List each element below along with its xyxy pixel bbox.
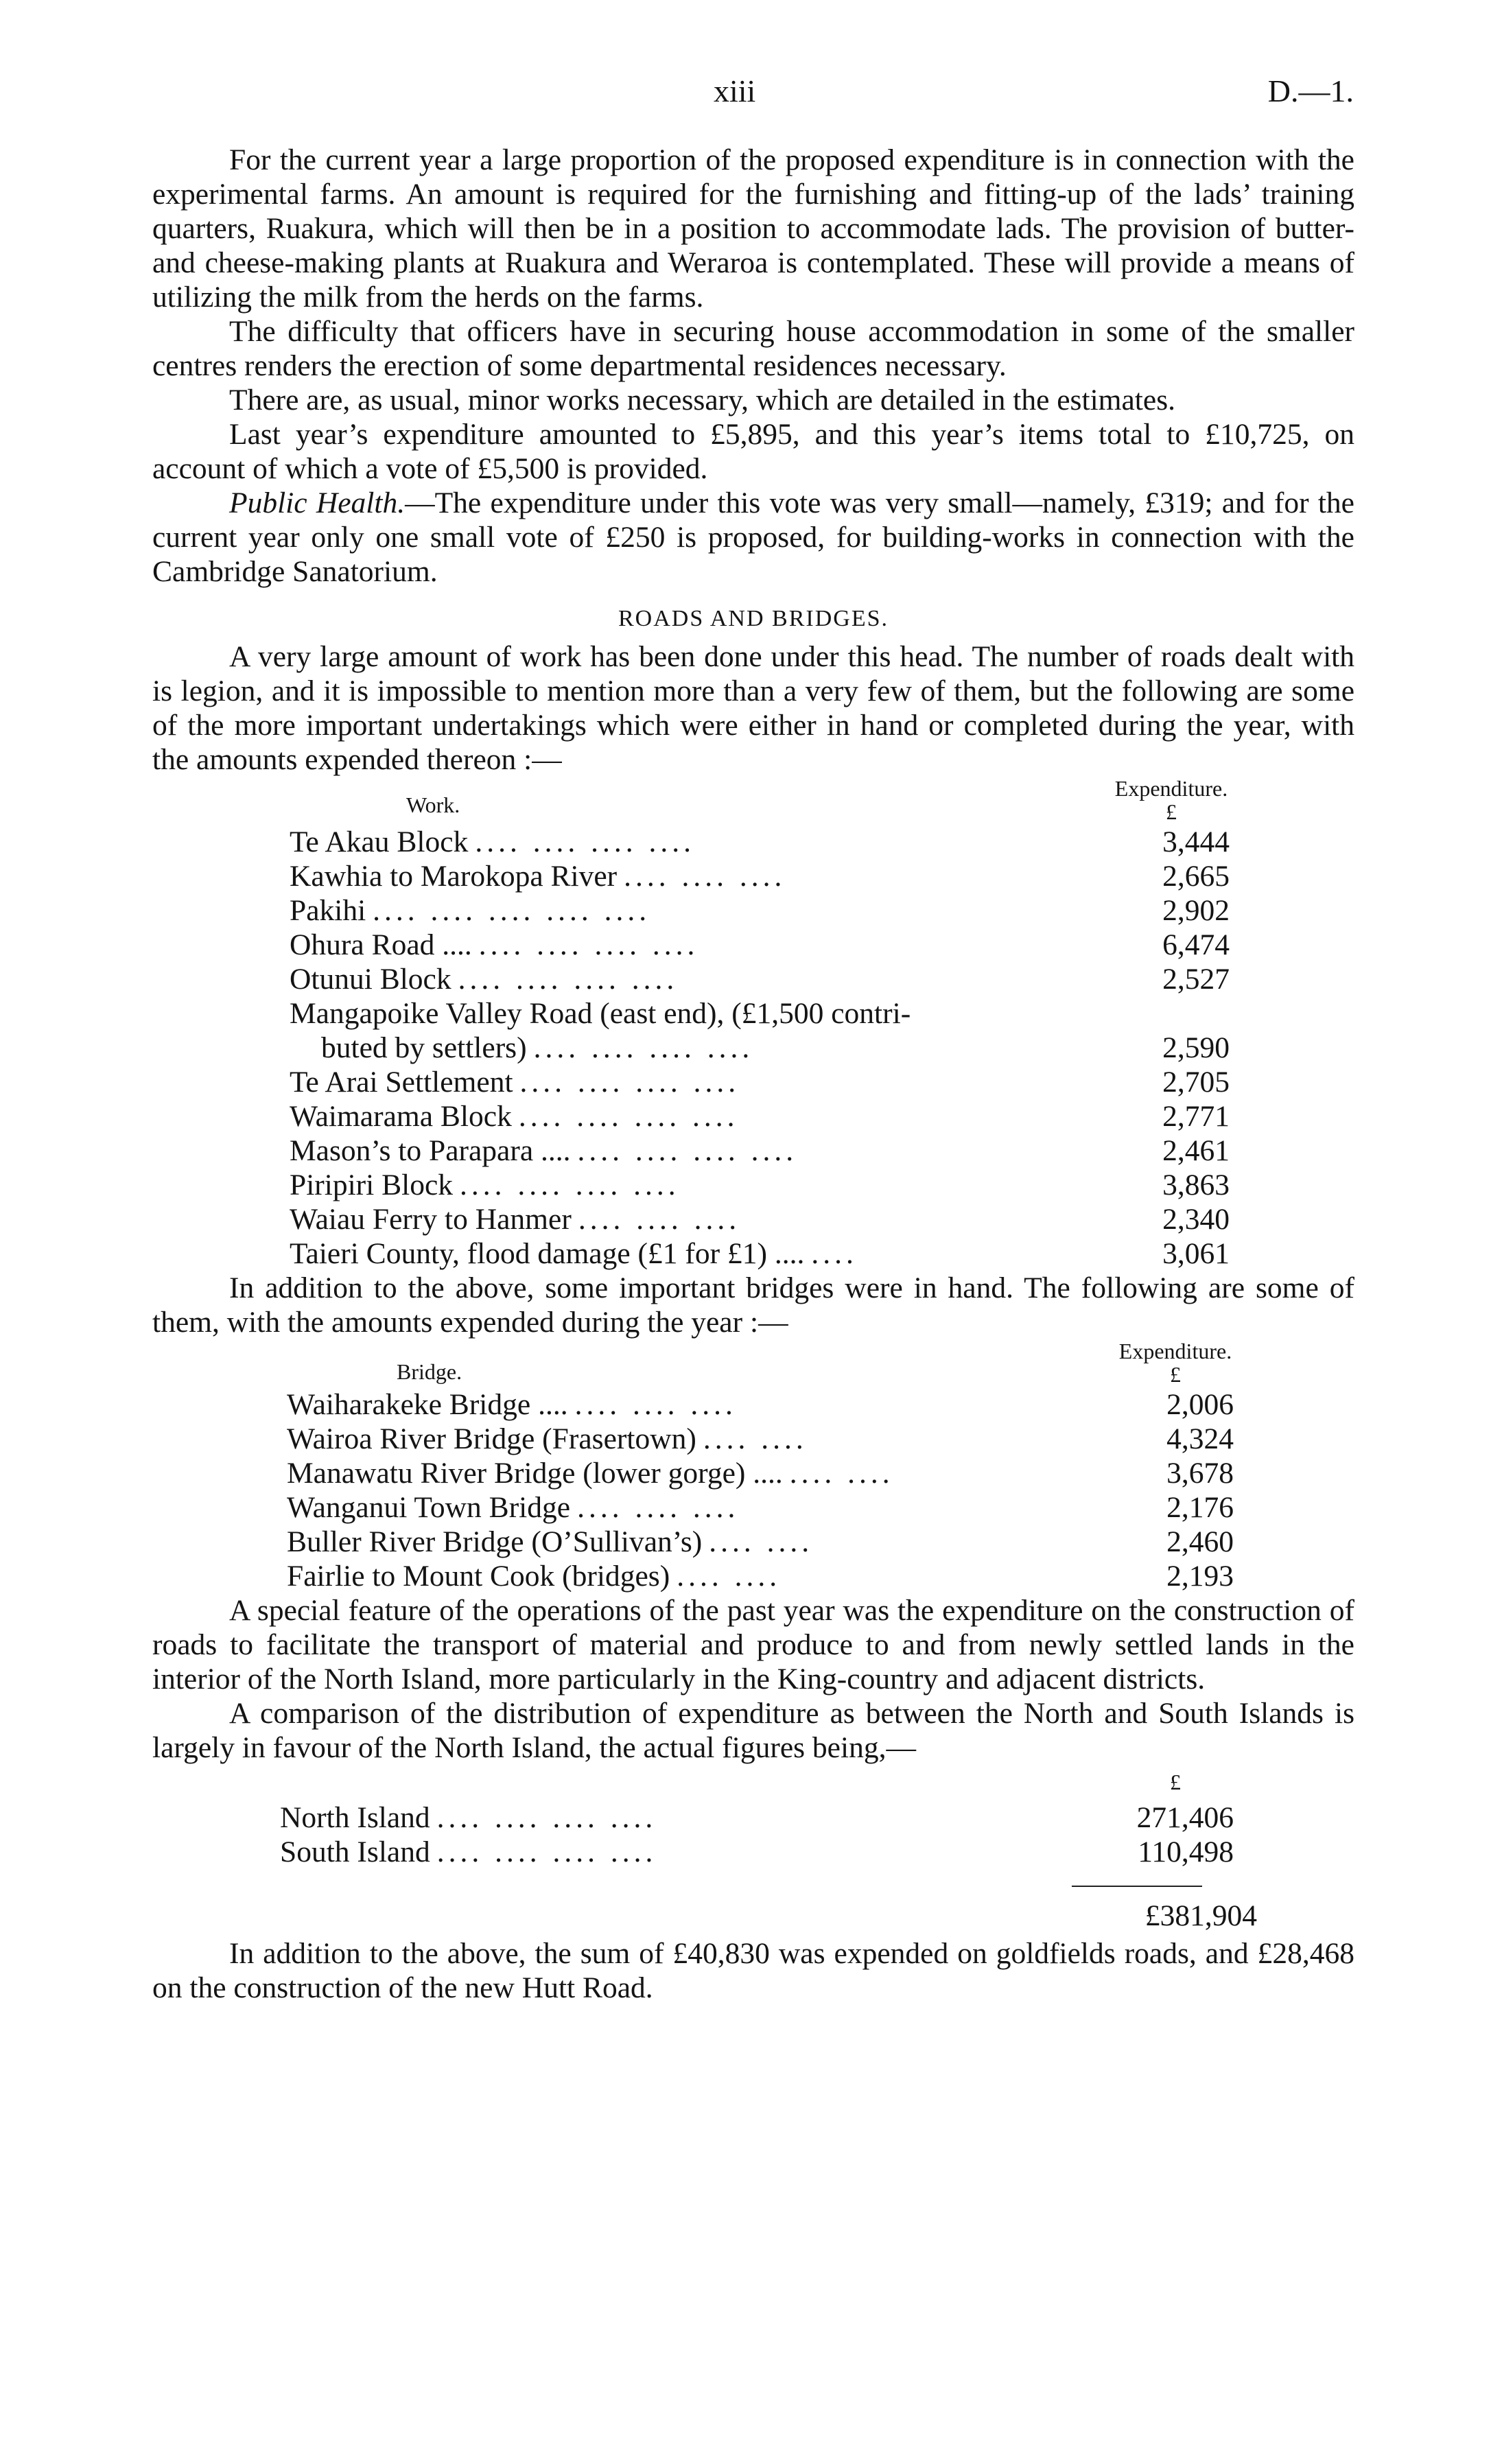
islands-table (280, 1765, 1268, 1869)
public-health-lead: Public Health. (229, 486, 406, 519)
islands-col-currency: £ (1170, 1770, 1181, 1794)
row-label: Fairlie to Mount Cook (bridges) (287, 1560, 670, 1593)
row-label: Wanganui Town Bridge (287, 1491, 571, 1524)
row-label: Piripiri Block (290, 1169, 454, 1201)
works-col-currency: £ (1166, 799, 1177, 824)
table-row: Otunui Block .... .... .... .... 2,527 (290, 962, 1264, 996)
row-amount: 2,590 (1162, 1031, 1230, 1064)
row-amount: 6,474 (1162, 928, 1230, 961)
table-row: Pakihi .... .... .... .... .... 2,902 (290, 893, 1264, 928)
bridges-col-bridge: Bridge. (397, 1359, 462, 1384)
table-row: Te Arai Settlement .... .... .... .... 2,705 (290, 1065, 1264, 1099)
paragraph-roads-intro: A very large amount of work has been done under this head. The number of roads dealt with is legion, and it is impossible to mention more than a very few of them, but the following are some of the more important undertakings which were either in hand or completed during the year, with the amounts expended thereon :— (152, 640, 1354, 776)
table-row: Taieri County, flood damage (£1 for £1) .... .... 3,061 (290, 1236, 1264, 1271)
row-amount: 2,527 (1162, 963, 1230, 996)
row-label: Manawatu River Bridge (lower gorge) .... (287, 1457, 783, 1490)
row-amount: 110,498 (1138, 1835, 1234, 1868)
row-amount: 2,771 (1162, 1100, 1230, 1133)
paragraph-last-year: Last year’s expenditure amounted to £5,895, and this year’s items total to £10,725, on account of which a vote of £5,500 is provided. (152, 418, 1354, 485)
paragraph-farms: For the current year a large proportion of the proposed expenditure is in connection with the experimental farms. An amount is required for the furnishing and fitting-up of the lads’ training quarters, Ruakura, which will then be in a position to accommodate lads. The provision of butter- and cheese-making plants at Ruakura and Weraroa is contemplated. These will provide a means of utilizing the milk from the herds on the farms. (152, 143, 1354, 314)
row-label: Pakihi (290, 894, 366, 927)
document-reference: D.—1. (1267, 73, 1354, 108)
row-label: buted by settlers) (321, 1031, 527, 1064)
paragraph-public-health (152, 486, 1354, 589)
row-label: Buller River Bridge (O’Sullivan’s) (287, 1525, 703, 1558)
bridges-col-currency: £ (1170, 1362, 1181, 1387)
paragraph-closing: In addition to the above, the sum of £40,830 was expended on goldfields roads, and £28,468 on the construction of the new Hutt Road. (152, 1937, 1354, 2004)
works-col-work: Work. (406, 793, 460, 817)
bridges-table-header (287, 1339, 1268, 1387)
row-amount: 2,705 (1162, 1066, 1230, 1099)
table-row: Waiharakeke Bridge .... .... .... .... 2,006 (287, 1387, 1268, 1422)
row-amount: 2,193 (1166, 1560, 1234, 1593)
row-amount: 3,863 (1162, 1169, 1230, 1201)
row-label: Te Arai Settlement (290, 1066, 513, 1099)
table-row: Fairlie to Mount Cook (bridges) .... .... 2,193 (287, 1559, 1268, 1593)
paragraph-residences: The difficulty that officers have in securing house accommodation in some of the smaller centres renders the erection of some departmental residences necessary. (152, 315, 1354, 382)
row-amount: 3,444 (1162, 825, 1230, 858)
table-row: Wanganui Town Bridge .... .... .... 2,176 (287, 1490, 1268, 1525)
row-amount: 4,324 (1166, 1422, 1234, 1455)
table-row: Te Akau Block .... .... .... .... 3,444 (290, 825, 1264, 859)
row-amount: 2,340 (1162, 1203, 1230, 1236)
paragraph-minor-works: There are, as usual, minor works necessary, which are detailed in the estimates. (229, 384, 1176, 416)
row-label: Mason’s to Parapara .... (290, 1134, 571, 1167)
works-table (290, 777, 1264, 1271)
row-amount: 2,665 (1162, 860, 1230, 893)
table-row: Kawhia to Marokopa River .... .... .... 2,665 (290, 859, 1264, 893)
row-label: Waiharakeke Bridge .... (287, 1388, 568, 1421)
total-rule (1072, 1886, 1202, 1887)
row-label: Te Akau Block (290, 825, 469, 858)
page-header (0, 73, 1491, 114)
table-row: Mason’s to Parapara .... .... .... .... .... 2,461 (290, 1134, 1264, 1168)
paragraph-bridges-intro: In addition to the above, some important bridges were in hand. The following are some of them, with the amounts expended during the year :— (152, 1271, 1354, 1339)
table-row: Piripiri Block .... .... .... .... 3,863 (290, 1168, 1264, 1202)
bridges-col-exp-label: Expenditure. (1118, 1339, 1232, 1363)
public-health-text: —The expenditure under this vote was very small—namely, £319; and for the current year only one small vote of £250 is proposed, for building-works in connection with the Cambridge Sanatorium. (152, 486, 1354, 588)
row-label: Wairoa River Bridge (Frasertown) (287, 1422, 696, 1455)
row-label: South Island (280, 1835, 430, 1868)
bridges-table (287, 1339, 1268, 1593)
row-label: Otunui Block (290, 963, 451, 996)
paragraph-special-feature: A special feature of the operations of the past year was the expenditure on the construction of roads to facilitate the transport of material and produce to and from newly settled lands in the interior of the North Island, more particularly in the King-country and adjacent districts. (152, 1594, 1354, 1696)
row-amount: 2,461 (1162, 1134, 1230, 1167)
row-amount: 271,406 (1136, 1801, 1234, 1834)
page-number: xiii (714, 73, 756, 108)
row-label: Waiau Ferry to Hanmer (290, 1203, 572, 1236)
table-row: Buller River Bridge (O’Sullivan’s) .... .... 2,460 (287, 1525, 1268, 1559)
table-row: Waiau Ferry to Hanmer .... .... .... 2,340 (290, 1202, 1264, 1236)
islands-table-header (280, 1765, 1268, 1800)
table-row: Manawatu River Bridge (lower gorge) .... .... .... 3,678 (287, 1456, 1268, 1490)
grand-total: £381,904 (1144, 1899, 1257, 1932)
table-row: North Island .... .... .... .... 271,406 (280, 1800, 1268, 1835)
table-row: Ohura Road .... .... .... .... .... 6,474 (290, 928, 1264, 962)
section-heading-roads: ROADS AND BRIDGES. (618, 606, 889, 631)
row-amount: 3,061 (1162, 1237, 1230, 1270)
works-col-expenditure (1079, 777, 1264, 823)
table-row (290, 996, 1264, 1031)
table-row: Wairoa River Bridge (Frasertown) .... .... 4,324 (287, 1422, 1268, 1456)
row-label: Kawhia to Marokopa River (290, 860, 618, 893)
table-row: South Island .... .... .... .... 110,498 (280, 1835, 1268, 1869)
row-label: North Island (280, 1801, 430, 1834)
table-row: buted by settlers) .... .... .... .... 2,590 (290, 1031, 1264, 1065)
row-label: Mangapoike Valley Road (east end), (£1,500 contri- (290, 997, 911, 1030)
bridges-col-expenditure (1083, 1339, 1268, 1386)
row-label: Ohura Road .... (290, 928, 472, 961)
row-label: Taieri County, flood damage (£1 for £1) .... (290, 1237, 805, 1270)
row-amount: 2,902 (1162, 894, 1230, 927)
row-amount: 2,176 (1166, 1491, 1234, 1524)
works-col-exp-label: Expenditure. (1114, 776, 1228, 801)
works-table-header (290, 777, 1264, 825)
table-row: Waimarama Block .... .... .... .... 2,771 (290, 1099, 1264, 1134)
paragraph-comparison: A comparison of the distribution of expenditure as between the North and South Islands is largely in favour of the North Island, the actual figures being,— (152, 1697, 1354, 1764)
row-amount: 3,678 (1166, 1457, 1234, 1490)
row-label: Waimarama Block (290, 1100, 512, 1133)
page-body (152, 143, 1354, 2005)
row-amount: 2,006 (1166, 1388, 1234, 1421)
row-amount: 2,460 (1166, 1525, 1234, 1558)
